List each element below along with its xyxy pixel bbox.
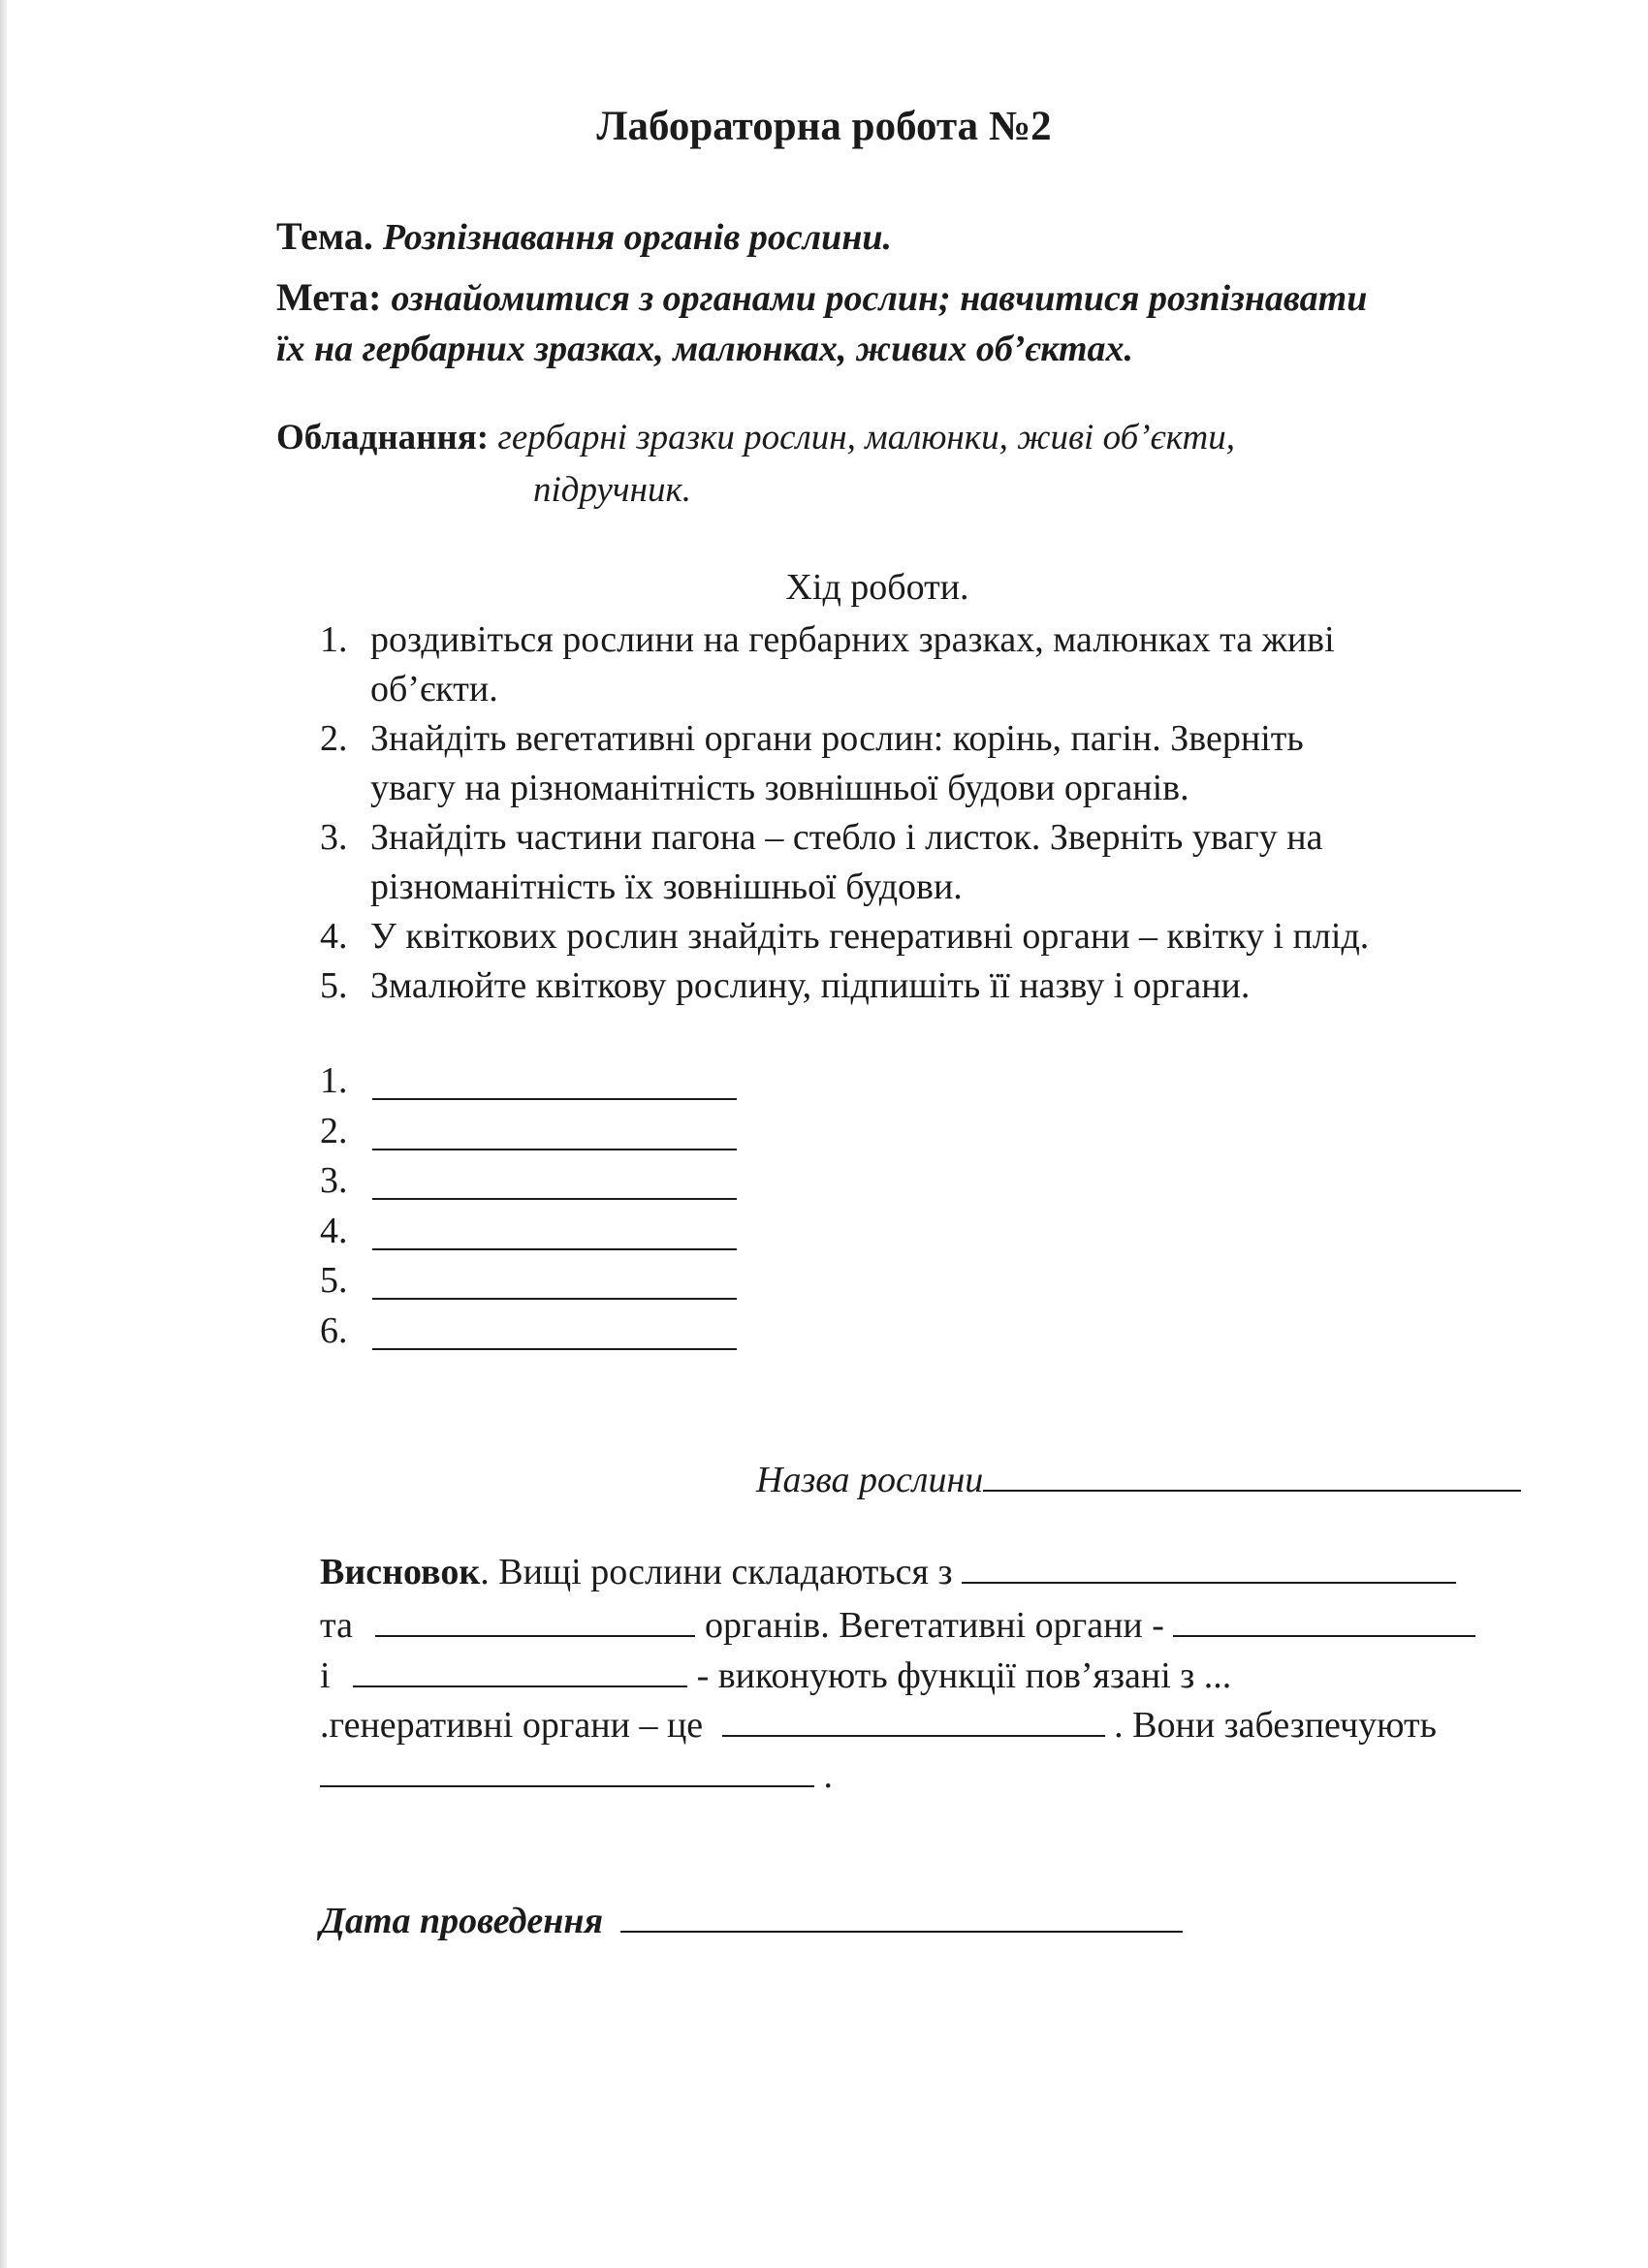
conclusion-line-1: Висновок. Вищі рослини складаються з: [320, 1551, 1456, 1593]
procedure-heading: Хід роботи.: [785, 567, 969, 608]
fill-line[interactable]: [372, 1298, 737, 1300]
fill-line[interactable]: [372, 1149, 737, 1150]
conclusion-fill[interactable]: [353, 1685, 687, 1687]
topic-line: [276, 213, 892, 259]
topic-value: Розпізнавання органів рослини.: [382, 217, 893, 258]
conclusion-line-4: .генеративні органи – це . Вони забезпечують: [320, 1705, 1437, 1746]
conclusion-line-5: .: [320, 1754, 833, 1797]
goal-text-2: їх на гербарних зразках, малюнках, живих об’єктах.: [276, 329, 1134, 369]
equipment-text-2: підручник.: [533, 470, 691, 510]
plant-name-line: [756, 1459, 1521, 1501]
conclusion-fill[interactable]: [375, 1634, 695, 1637]
conclusion-label: Висновок: [320, 1552, 481, 1592]
equipment-text-1: гербарні зразки рослин, малюнки, живі об’єкти,: [497, 418, 1235, 457]
procedure-step: 4. У квіткових рослин знайдіть генеративні органи – квітку і плід.: [320, 916, 1370, 957]
page-title: Лабораторна робота №2: [596, 104, 1052, 149]
procedure-step: 2. Знайдіть вегетативні органи рослин: корінь, пагін. Зверніть увагу на різноманітність зовнішньої будови органів.: [320, 718, 1304, 808]
equipment-line-1: [276, 417, 1235, 458]
conclusion-line-2: та органів. Вегетативні органи -: [320, 1604, 1475, 1647]
goal-line-1: [276, 274, 1367, 320]
procedure-step: 5. Змалюйте квіткову рослину, підпишіть її назву і органи.: [320, 965, 1251, 1006]
procedure-step: 3. Знайдіть частини пагона – стебло і листок. Зверніть увагу на різноманітність їх зовнішньої будови.: [320, 817, 1323, 907]
date-line: [320, 1900, 1183, 1942]
goal-text-1: ознайомитися з органами рослин; навчитися розпізнавати: [391, 278, 1368, 319]
conclusion-fill[interactable]: [320, 1784, 814, 1787]
equipment-label: Обладнання:: [276, 418, 490, 457]
goal-label: Мета:: [276, 275, 382, 319]
conclusion-fill[interactable]: [722, 1734, 1105, 1737]
plant-name-fill[interactable]: [983, 1489, 1521, 1492]
conclusion-fill[interactable]: [1173, 1634, 1475, 1637]
date-label: Дата проведення: [320, 1901, 604, 1941]
date-fill[interactable]: [620, 1930, 1183, 1933]
fill-line[interactable]: [372, 1098, 737, 1100]
procedure-step: 1. роздивіться рослини на гербарних зразках, малюнках та живі об’єкти.: [320, 619, 1335, 709]
topic-label: Тема.: [276, 214, 373, 258]
conclusion-fill[interactable]: [962, 1581, 1456, 1584]
plant-name-label: Назва рослини: [756, 1460, 984, 1500]
fill-line[interactable]: [372, 1248, 737, 1250]
worksheet-page: Лабораторна робота №2 Тема. Розпізнавання органів рослини. Мета: ознайомитися з органами рослин; навчитися розпізнавати їх на гербарних зразках, малюнках, живих об’єктах. Обладнання: гербарні зразки рослин, малюнки, живі об’єкти, підручник. Хід роботи. 1. роздивіться рослини на гербарних зразках, малюнках та живі об’єкти. 2. Знайдіть вегетативні органи рослин: корінь, пагін. Зверніть увагу на різноманітність зовнішньої будови органів. 3. Знайдіть частини пагона – стебло і листок. Зверніть увагу на різноманітність їх зовнішньої будови. 4. У квіткових рослин знайдіть генеративні органи – квітку і плід. 5. Змалюйте квіткову рослину, підпишіть її назву і органи. 1. 2. 3. 4. 5. 6. Назва рослини Висновок. Вищі рослини складаються з та органів. Вегетативні органи - і - виконують функції пов’язані з ... .генеративні органи – це . Вони забезпечують . Дата проведення: [0, 0, 1648, 2268]
fill-line[interactable]: [372, 1198, 737, 1200]
conclusion-line-3: і - виконують функції пов’язані з ...: [320, 1655, 1232, 1696]
fill-line[interactable]: [372, 1348, 737, 1350]
procedure-steps: [320, 615, 1580, 1011]
